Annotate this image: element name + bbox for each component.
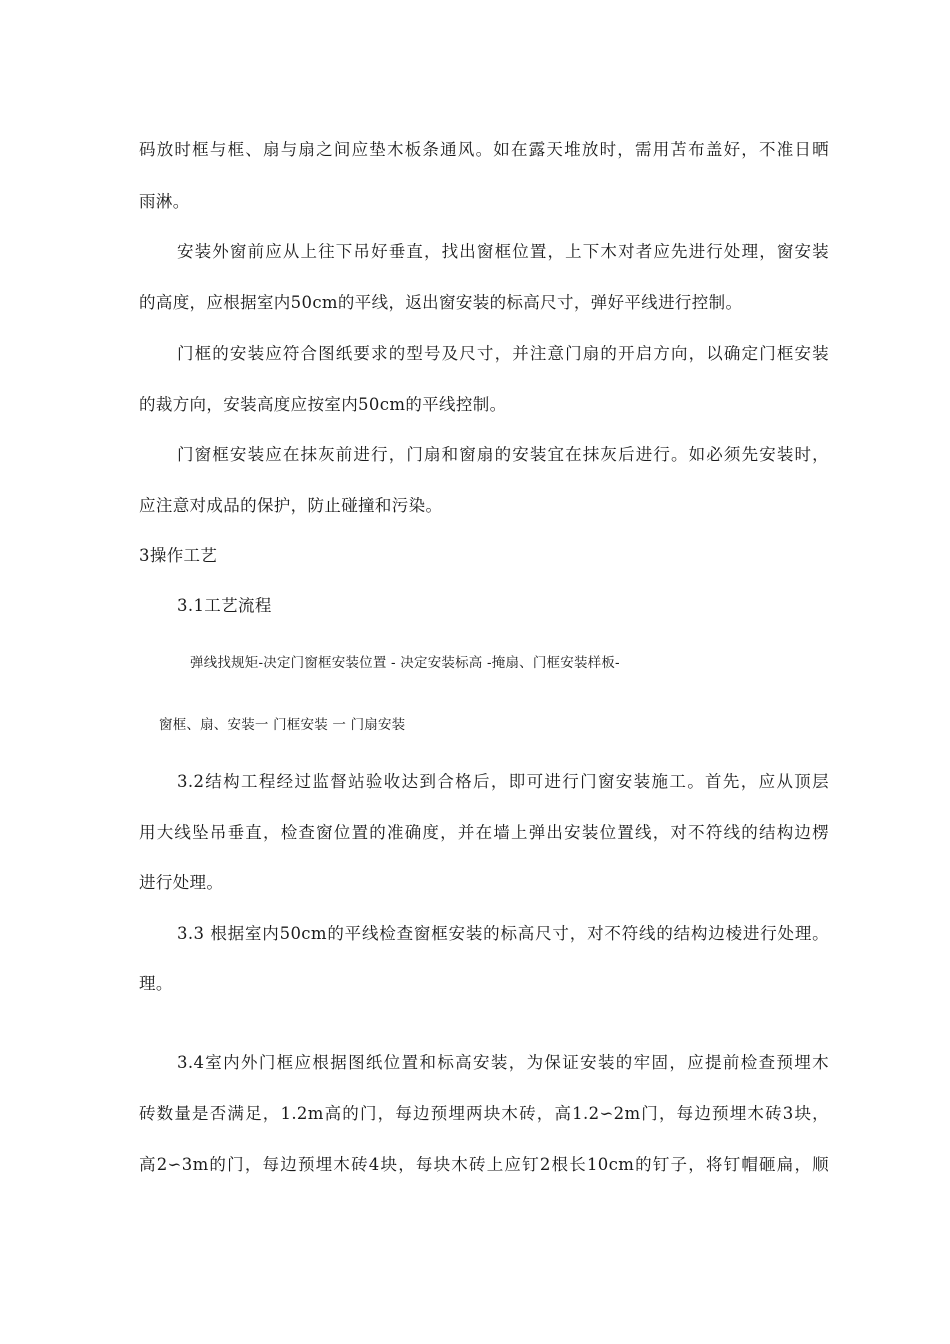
paragraph-line: 码放时框与框、扇与扇之间应垫木板条通风。如在露天堆放时，需用苫布盖好，不准日晒 xyxy=(139,140,829,159)
process-flow-line: 窗框、扇、安装一 门框安装 一 门扇安装 xyxy=(159,717,406,733)
paragraph-line: 高2∽3m的门，每边预埋木砖4块，每块木砖上应钉2根长10cm的钉子，将钉帽砸扁，顺 xyxy=(139,1155,829,1174)
paragraph-line: 门窗框安装应在抹灰前进行，门扇和窗扇的安装宜在抹灰后进行。如必须先安装时， xyxy=(177,445,829,464)
paragraph-line: 的裁方向，安装高度应按室内50cm的平线控制。 xyxy=(139,395,507,414)
paragraph-line: 应注意对成品的保护，防止碰撞和污染。 xyxy=(139,496,443,515)
paragraph-line: 门框的安装应符合图纸要求的型号及尺寸，并注意门扇的开启方向，以确定门框安装 xyxy=(177,344,829,363)
paragraph-line: 进行处理。 xyxy=(139,873,224,892)
section-heading: 3操作工艺 xyxy=(139,546,218,565)
paragraph-line: 用大线坠吊垂直，检查窗位置的准确度，并在墙上弹出安装位置线，对不符线的结构边楞 xyxy=(139,823,829,842)
paragraph-line: 3.2结构工程经过监督站验收达到合格后，即可进行门窗安装施工。首先，应从顶层 xyxy=(177,772,829,791)
paragraph-line: 安装外窗前应从上往下吊好垂直，找出窗框位置，上下木对者应先进行处理，窗安装 xyxy=(177,242,829,261)
paragraph-line: 的高度，应根据室内50cm的平线，返出窗安装的标高尺寸，弹好平线进行控制。 xyxy=(139,293,743,312)
paragraph-line: 雨淋。 xyxy=(139,192,190,211)
paragraph-line: 砖数量是否满足，1.2m高的门，每边预埋两块木砖，高1.2∽2m门，每边预埋木砖3块， xyxy=(139,1104,829,1123)
paragraph-line: 3.3 根据室内50cm的平线检查窗框安装的标高尺寸，对不符线的结构边棱进行处理。 xyxy=(177,924,829,943)
process-flow-line: 弹线找规矩-决定门窗框安装位置 - 决定安装标高 -掩扇、门框安装样板- xyxy=(190,655,620,671)
subsection-heading: 3.1工艺流程 xyxy=(177,596,272,615)
paragraph-line: 理。 xyxy=(139,974,173,993)
paragraph-line: 3.4室内外门框应根据图纸位置和标高安装，为保证安装的牢固，应提前检查预埋木 xyxy=(177,1053,829,1072)
